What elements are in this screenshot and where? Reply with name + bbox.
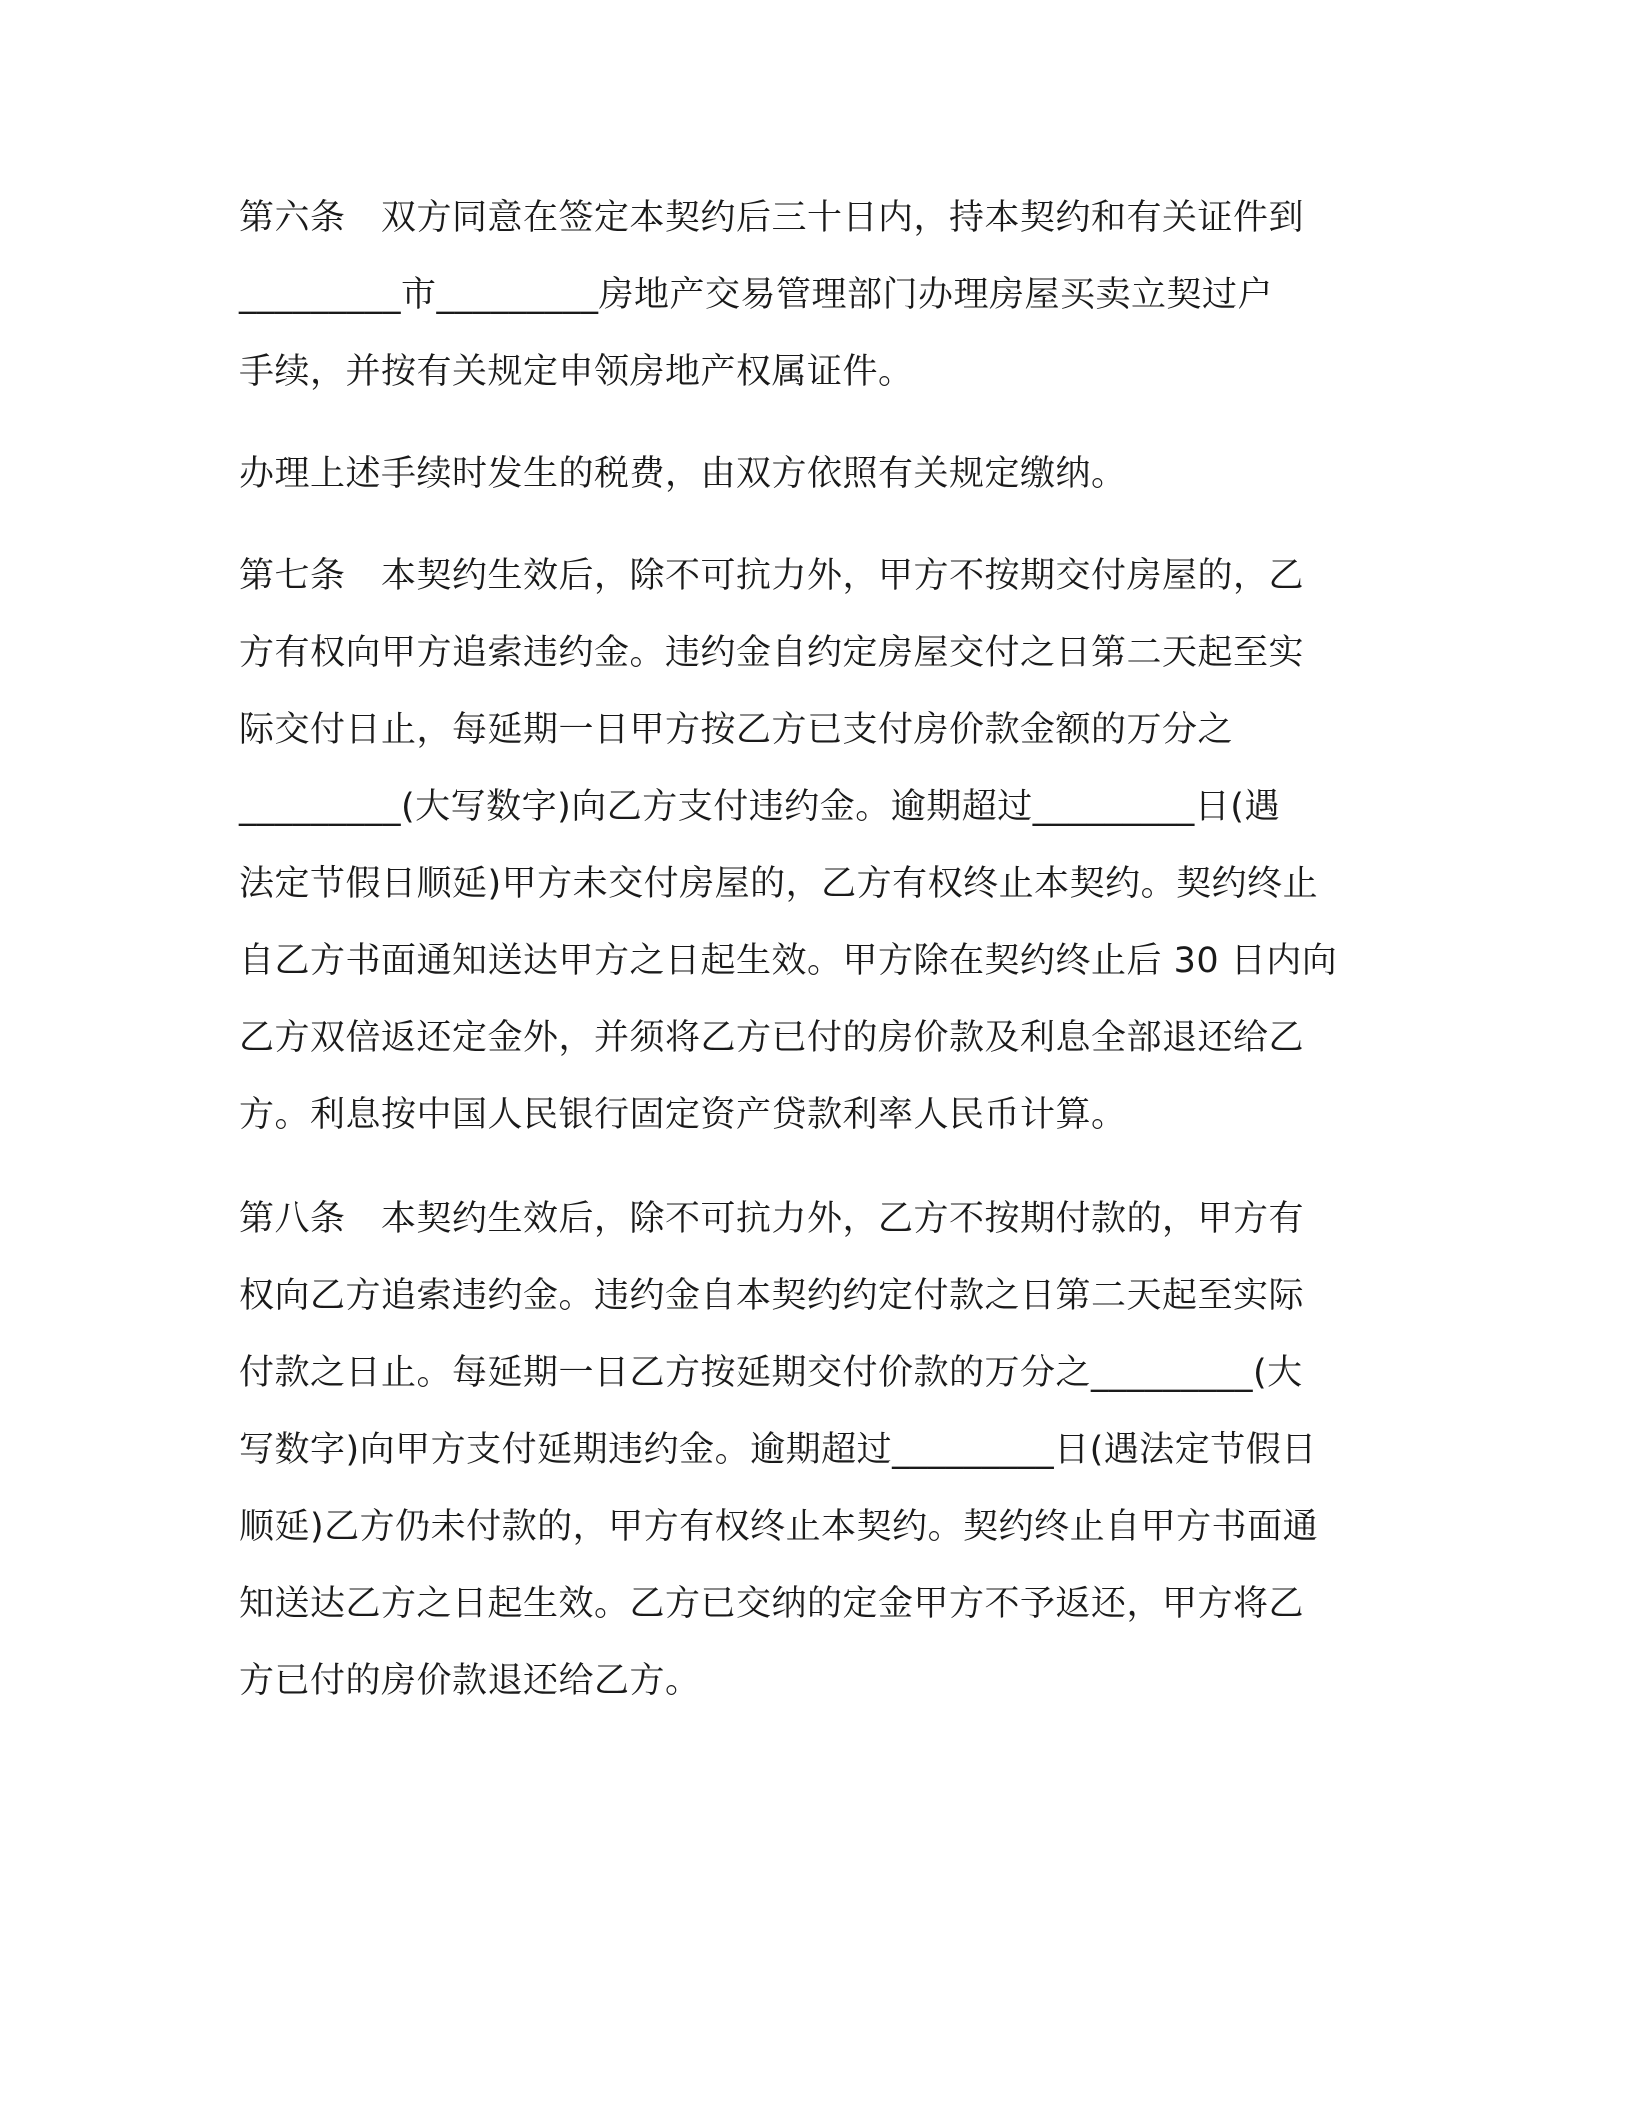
paragraph-line: 写数字)向甲方支付延期违约金。逾期超过_________日(遇法定节假日: [239, 1430, 1317, 1470]
paragraph-line: 知送达乙方之日起生效。乙方已交纳的定金甲方不予返还，甲方将乙: [239, 1584, 1305, 1624]
paragraph-line: 顺延)乙方仍未付款的，甲方有权终止本契约。契约终止自甲方书面通: [239, 1507, 1319, 1547]
paragraph-line: 法定节假日顺延)甲方未交付房屋的，乙方有权终止本契约。契约终止: [239, 864, 1319, 904]
paragraph-line: 乙方双倍返还定金外，并须将乙方已付的房价款及利息全部退还给乙: [239, 1018, 1305, 1058]
article-7-paragraph: [239, 538, 1389, 1154]
paragraph-line: 手续，并按有关规定申领房地产权属证件。: [239, 352, 914, 392]
paragraph-line: 方已付的房价款退还给乙方。: [239, 1661, 701, 1701]
paragraph-line: _________(大写数字)向乙方支付违约金。逾期超过_________日(遇: [239, 787, 1280, 827]
paragraph-line: 付款之日止。每延期一日乙方按延期交付价款的万分之_________(大: [239, 1353, 1303, 1393]
paragraph-line: 办理上述手续时发生的税费，由双方依照有关规定缴纳。: [239, 454, 1127, 494]
paragraph-line: 方有权向甲方追索违约金。违约金自约定房屋交付之日第二天起至实: [239, 633, 1305, 673]
paragraph-line: 方。利息按中国人民银行固定资产贷款利率人民币计算。: [239, 1095, 1127, 1135]
article-8-paragraph: [239, 1181, 1389, 1720]
paragraph-line: 际交付日止，每延期一日甲方按乙方已支付房价款金额的万分之: [239, 710, 1234, 750]
tax-note-paragraph: [239, 436, 1389, 513]
paragraph-line: 第七条 本契约生效后，除不可抗力外，甲方不按期交付房屋的，乙: [239, 556, 1305, 596]
paragraph-line: 第六条 双方同意在签定本契约后三十日内，持本契约和有关证件到: [239, 198, 1305, 238]
paragraph-line: _________市_________房地产交易管理部门办理房屋买卖立契过户: [239, 275, 1274, 315]
article-6-paragraph: [239, 180, 1389, 411]
paragraph-line: 自乙方书面通知送达甲方之日起生效。甲方除在契约终止后 30 日内向: [239, 941, 1338, 981]
paragraph-line: 权向乙方追索违约金。违约金自本契约约定付款之日第二天起至实际: [239, 1276, 1305, 1316]
document-page: [239, 180, 1389, 1720]
paragraph-line: 第八条 本契约生效后，除不可抗力外，乙方不按期付款的，甲方有: [239, 1199, 1305, 1239]
